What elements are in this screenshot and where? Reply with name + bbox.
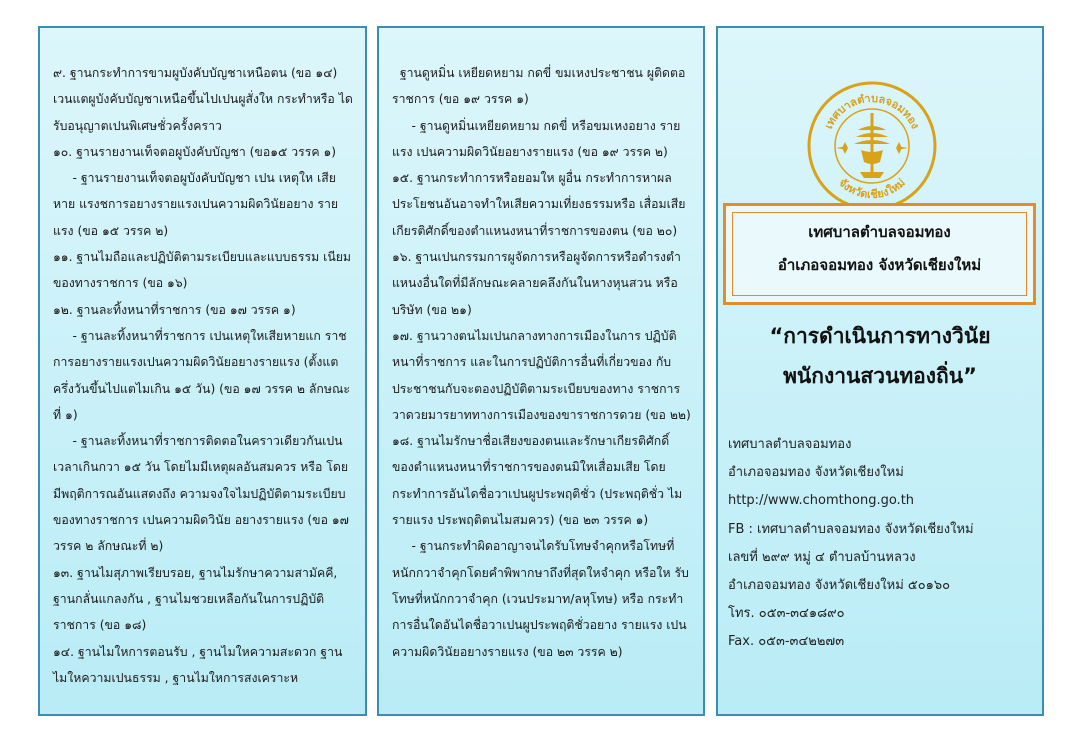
organization-name: เทศบาลตำบลจอมทอง [808, 223, 951, 241]
svg-text:จังหวัดเชียงใหม่ [836, 176, 908, 201]
organization-title-box [723, 203, 1036, 305]
paragraph: ๑๒. ฐานละทิ้งหนาที่ราชการ (ขอ ๑๗ วรรค ๑) [53, 302, 296, 317]
paragraph: - ฐานละทิ้งหนาที่ราชการติดตอในคราวเดียวกันเปน เวลาเกินกวา ๑๕ วัน โดยไมมีเหตุผลอันสมควร หรือ โดย มีพฤติการณอันแสดงถึง ความจงใจไมปฏิบัติตามระเบียบ ของทางราชการ เปนความผิดวินัย อยางรายแรง (ขอ ๑๗ วรรค ๒ ลักษณะที่ ๒) [53, 434, 353, 554]
contact-line: อำเภอจอมทอง จังหวัดเชียงใหม่ [728, 465, 904, 481]
facebook-line: FB : เทศบาลตำบลจอมทอง จังหวัดเชียงใหม่ [728, 521, 974, 537]
document-title-line2: พนักงานสวนทองถิ่น” [783, 364, 977, 388]
paragraph: ๑๘. ฐานไมรักษาชื่อเสียงของตนและรักษาเกียรติศักดิ์ ของตำแหนงหนาที่ราชการของตนมิใหเสื่อมเสีย โดย กระทำการอันไดชื่อวาเปนผูประพฤติชั่ว (ประพฤติชั่ว ไมรายแรง ประพฤติตนไมสมควร) (ขอ ๒๓ วรรค ๑) [392, 434, 683, 528]
organization-title-inner [732, 212, 1027, 296]
organization-location: อำเภอจอมทอง จังหวัดเชียงใหม่ [777, 256, 982, 274]
brochure-panel-left [38, 26, 367, 716]
fax-line: Fax. ๐๕๓-๓๔๒๒๗๓ [728, 634, 845, 650]
left-column-text [53, 60, 356, 691]
contact-info [728, 431, 1038, 657]
paragraph: ๑๕. ฐานกระทำการหรือยอมให ผูอื่น กระทำการหาผล ประโยชนอันอาจทำใหเสียความเที่ยงธรรมหรือ เสื่อมเสีย เกียรติศักดิ์ของตำแหนงหนาที่ราชการของตน (ขอ ๒๐) [392, 171, 690, 238]
paragraph: - ฐานรายงานเท็จตอผูบังคับบัญชา เปน เหตุให เสียหาย แรงชการอยางรายแรงเปนความผิดวินัยอยาง รายแรง (ขอ ๑๕ วรรค ๒) [53, 171, 339, 238]
municipality-seal-logo [806, 80, 938, 212]
website-link[interactable]: http://www.chomthong.go.th [728, 493, 915, 509]
paragraph: ฐานดูหมิ่น เหยียดหยาม กดขี่ ขมเหงประชาชน ผูติดตอราชการ (ขอ ๑๙ วรรค ๑) [392, 66, 686, 107]
phone-line: โทร. ๐๕๓-๓๔๑๘๙๐ [728, 606, 845, 622]
contact-line: เทศบาลตำบลจอมทอง [728, 437, 852, 452]
seal-bottom-text: จังหวัดเชียงใหม่ [836, 176, 908, 202]
brochure-panel-cover [716, 26, 1044, 716]
paragraph: - ฐานดูหมิ่นเหยียดหยาม กดขี่ หรือขมเหงอยาง รายแรง เปนความผิดวินัยอยางรายแรง (ขอ ๑๙ วรรค ๒) [392, 118, 681, 159]
paragraph: - ฐานละทิ้งหนาที่ราชการ เปนเหตุใหเสียหายแก ราชการอยางรายแรงเปนความผิดวินัยอยางรายแรง (ตั้งแตครึ่งวันขึ้นไปแตไมเกิน ๑๕ วัน) (ขอ ๑๗ วรรค ๒ ลักษณะที่ ๑) [53, 328, 350, 422]
brochure-panel-middle [377, 26, 705, 716]
seal-top-text: เทศบาลตำบลจอมทอง [821, 91, 922, 131]
paragraph: ๑๔. ฐานไมใหการตอนรับ , ฐานไมใหความสะดวก ฐานไมใหความเปนธรรม , ฐานไมใหการสงเคราะห [53, 644, 343, 685]
paragraph: ๑๖. ฐานเปนกรรมการผูจัดการหรือผูจัดการหรือดำรงตำ แหนงอื่นใดที่มีลักษณะคลายคลึงกันในหางหุนสวน หรือบริษัท (ขอ ๒๑) [392, 250, 685, 317]
paragraph: ๑๑. ฐานไมถือและปฏิบัติตามระเบียบและแบบธรรม เนียมของทางราชการ (ขอ ๑๖) [53, 250, 352, 291]
document-title [718, 316, 1042, 396]
paragraph: ๑๓. ฐานไมสุภาพเรียบรอย, ฐานไมรักษาความสามัคคี, ฐานกลั่นแกลงกัน , ฐานไมชวยเหลือกันในการปฏิบัติ ราชการ (ขอ ๑๘) [53, 565, 342, 633]
document-title-line1: “การดำเนินการทางวินัย [769, 324, 991, 348]
middle-column-text [392, 60, 691, 665]
paragraph: - ฐานกระทำผิดอาญาจนไดรับโทษจำคุกหรือโทษที่ หนักกวาจำคุกโดยคำพิพากษาถึงที่สุดใหจำคุก หรือให รับโทษที่หนักกวาจำคุก (เวนประมาท/ลหุโทษ) หรือ กระทำการอื่นใดอันไดชื่อวาเปนผูประพฤติชั่วอยาง รายแรง เปนความผิดวินัยอยางรายแรง (ขอ ๒๓ วรรค ๒) [392, 539, 689, 659]
paragraph: ๑๐. ฐานรายงานเท็จตอผูบังคับบัญชา (ขอ๑๕ วรรค ๑) [53, 144, 337, 159]
contact-line: เลขที่ ๒๙๙ หมู่ ๔ ตำบลบ้านหลวง [728, 549, 916, 565]
paragraph: ๙. ฐานกระทำการขามผูบังคับบัญชาเหนือตน (ขอ ๑๔) เวนแตผูบังคับบัญชาเหนือขึ้นไปเปนผูสั่งให กระทำหรือ ไดรับอนุญาตเปนพิเศษชั่วครั้งคราว [53, 66, 353, 133]
paragraph: ๑๗. ฐานวางตนไมเปนกลางทางการเมืองในการ ปฏิบัติหนาที่ราชการ และในการปฏิบัติการอื่นที่เกี่ยวของ กับประชาชนกับจะตองปฏิบัติตามระเบียบของทาง ราชการ วาดวยมารยาททางการเมืองของขาราชการดวย (ขอ ๒๒) [392, 328, 691, 422]
contact-line: อำเภอจอมทอง จังหวัดเชียงใหม่ ๕๐๑๖๐ [728, 578, 951, 594]
